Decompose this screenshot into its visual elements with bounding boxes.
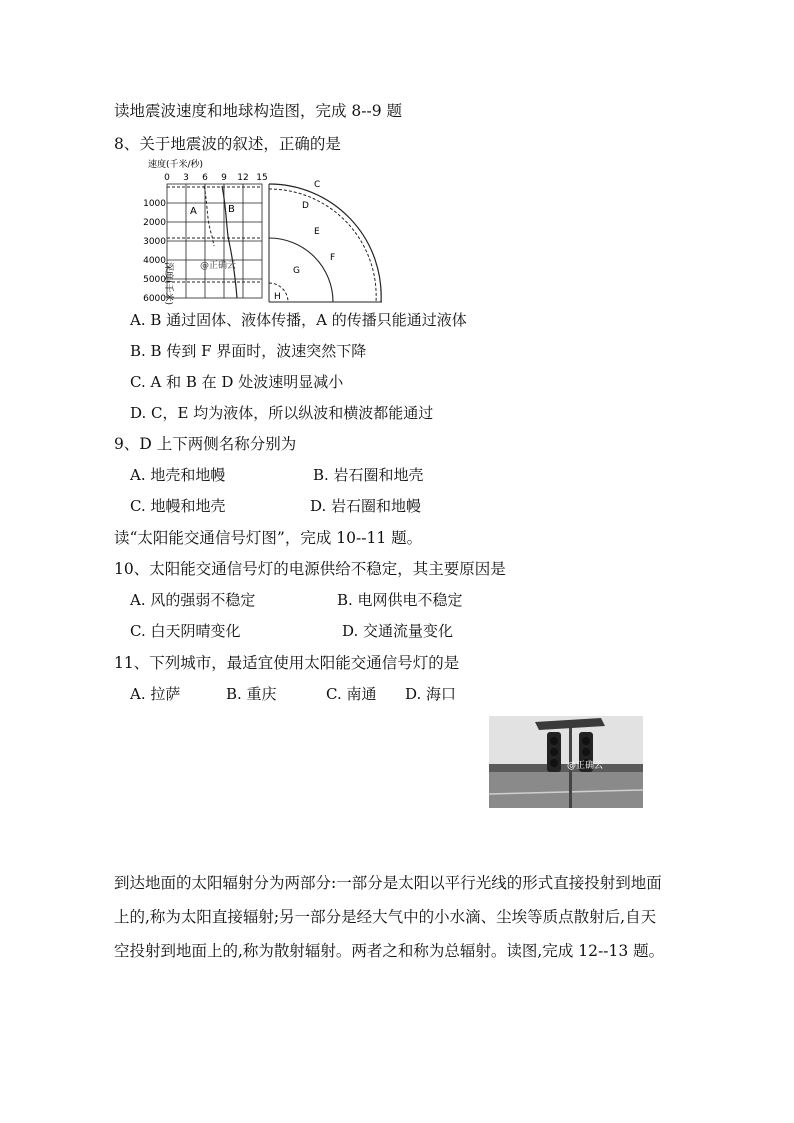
layer-label-h: H (274, 292, 281, 302)
wave-label-b: B (228, 204, 235, 215)
paragraph-line: 上的,称为太阳直接辐射;另一部分是经大气中的小水滴、尘埃等质点散射后,自天 (114, 908, 657, 926)
speed-tick: 12 (237, 173, 249, 183)
question-9-stem: 9、D 上下两侧名称分别为 (114, 435, 297, 453)
q8-option-a: A. B 通过固体、液体传播，A 的传播只能通过液体 (130, 311, 467, 329)
q9-option-a: A. 地壳和地幔 (130, 466, 226, 484)
layer-label-d: D (302, 201, 309, 211)
layer-label-e: E (314, 227, 320, 237)
layer-label-c: C (314, 180, 321, 190)
question-11-stem: 11、下列城市，最适宜使用太阳能交通信号灯的是 (114, 654, 460, 672)
paragraph-line: 到达地面的太阳辐射分为两部分:一部分是太阳以平行光线的形式直接投射到地面 (114, 874, 662, 892)
depth-tick: 4000 (143, 256, 166, 266)
q8-option-d: D. C，E 均为液体，所以纵波和横波都能通过 (130, 404, 434, 422)
seismic-wave-diagram (142, 156, 388, 306)
q11-option-c: C. 南通 (326, 685, 377, 703)
depth-tick: 6000 (143, 294, 166, 304)
q11-option-d: D. 海口 (405, 685, 457, 703)
layer-label-f: F (330, 253, 336, 263)
speed-tick: 15 (256, 173, 268, 183)
q11-option-b: B. 重庆 (226, 685, 277, 703)
layer-label-g: G (293, 266, 300, 276)
intro-8-9: 读地震波速度和地球构造图，完成 8--9 题 (114, 102, 403, 120)
q10-option-b: B. 电网供电不稳定 (337, 591, 463, 609)
depth-tick: 2000 (143, 218, 166, 228)
speed-tick: 0 (164, 173, 170, 183)
intro-10-11: 读“太阳能交通信号灯图”，完成 10--11 题。 (114, 529, 423, 547)
question-8-stem: 8、关于地震波的叙述，正确的是 (114, 135, 341, 153)
depth-tick: 1000 (143, 199, 166, 209)
depth-tick: 5000 (143, 275, 166, 285)
speed-tick: 3 (183, 173, 189, 183)
solar-traffic-light-photo (489, 716, 643, 808)
watermark: @正确云 (200, 261, 237, 271)
radiation-paragraph (114, 866, 674, 968)
q10-option-a: A. 风的强弱不稳定 (130, 591, 256, 609)
q8-option-c: C. A 和 B 在 D 处波速明显减小 (130, 373, 344, 391)
q8-option-b: B. B 传到 F 界面时，波速突然下降 (130, 342, 367, 360)
depth-tick: 3000 (143, 237, 166, 247)
speed-axis-label: 速度(千米/秒) (148, 160, 204, 170)
q10-option-c: C. 白天阴晴变化 (130, 622, 241, 640)
q9-option-d: D. 岩石圈和地幔 (310, 497, 422, 515)
q10-option-d: D. 交通流量变化 (342, 622, 454, 640)
paragraph-line: 空投射到地面上的,称为散射辐射。两者之和称为总辐射。读图,完成 12--13 题。 (114, 942, 665, 960)
question-10-stem: 10、太阳能交通信号灯的电源供给不稳定，其主要原因是 (114, 560, 506, 578)
speed-tick: 9 (221, 173, 227, 183)
q9-option-c: C. 地幔和地壳 (130, 497, 226, 515)
wave-label-a: A (190, 206, 197, 217)
q11-option-a: A. 拉萨 (130, 685, 181, 703)
photo-watermark: @正确云 (567, 761, 604, 771)
speed-tick: 6 (202, 173, 208, 183)
depth-axis-label: 深度(千米) (163, 262, 173, 306)
q9-option-b: B. 岩石圈和地壳 (313, 466, 424, 484)
